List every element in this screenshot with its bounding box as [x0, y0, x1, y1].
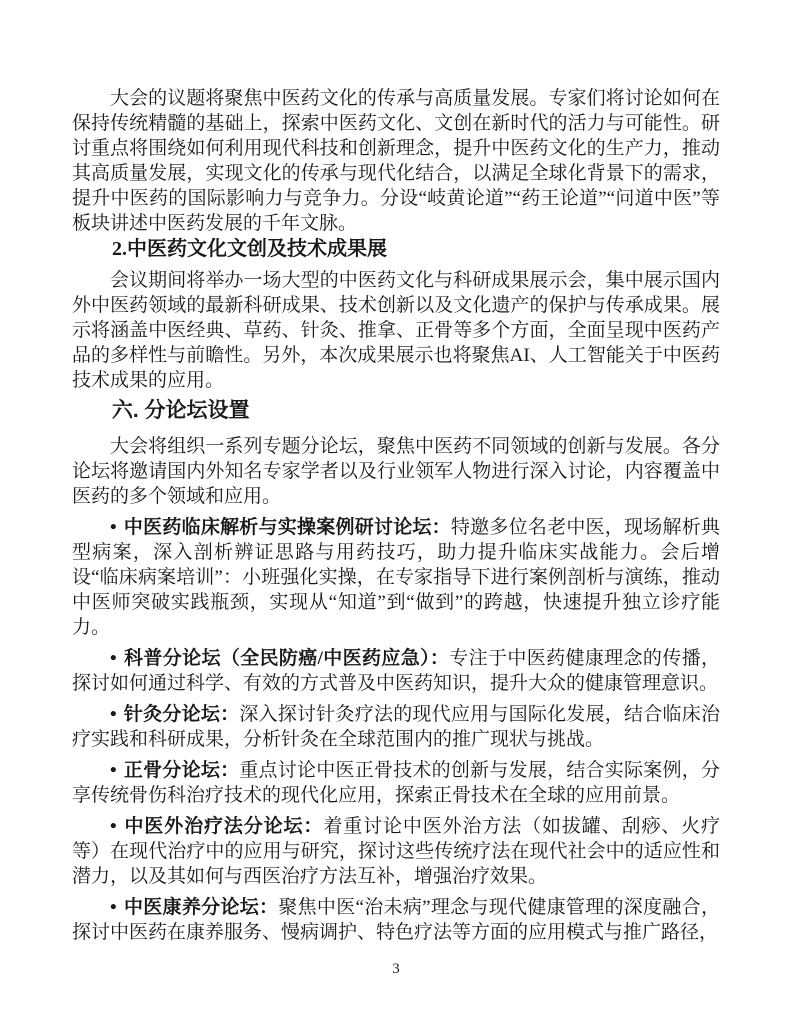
heading-subforum-setup: 六. 分论坛设置	[111, 399, 250, 422]
page-number: 3	[392, 961, 400, 977]
bullet-icon: •	[110, 897, 117, 918]
bullet-item-clinical-forum	[72, 515, 720, 640]
bullet-text: 聚焦中医“治未病”理念与现代健康管理的深度融合，探讨中医药在康养服务、慢病调护、特色疗法等方面的应用模式与推广路径，	[72, 897, 720, 943]
bullet-label: 正骨分论坛：	[123, 760, 240, 781]
bullet-label: 科普分论坛（全民防癌/中医药应急）：	[123, 648, 450, 669]
bullet-label: 中医药临床解析与实操案例研讨论坛：	[123, 517, 451, 538]
bullet-label: 中医康养分论坛：	[123, 897, 279, 918]
bullet-text: 重点讨论中医正骨技术的创新与发展，结合实际案例，分享传统骨伤科治疗技术的现代化应用，探索正骨技术在全球的应用前景。	[72, 760, 720, 806]
bullet-text: 深入探讨针灸疗法的现代应用与国际化发展，结合临床治疗实践和科研成果，分析针灸在全球范围内的推广现状与挑战。	[72, 704, 720, 750]
bullet-icon: •	[110, 760, 117, 781]
bullet-label: 中医外治疗法分论坛：	[123, 816, 324, 837]
paragraph-subforum-intro: 大会将组织一系列专题分论坛，聚焦中医药不同领域的创新与发展。各分论坛将邀请国内外知名专家学者以及行业领军人物进行深入讨论，内容覆盖中医药的多个领域和应用。	[72, 436, 720, 507]
bullet-item-acupuncture-forum	[72, 702, 720, 752]
bullet-icon: •	[110, 648, 117, 669]
heading-culture-achievement-expo: 2.中医药文化文创及技术成果展	[112, 238, 387, 260]
bullet-item-science-forum	[72, 646, 720, 696]
bullet-item-wellness-forum	[72, 895, 720, 945]
bullet-item-external-therapy-forum	[72, 814, 720, 889]
bullet-text: 着重讨论中医外治方法（如拔罐、刮痧、火疗等）在现代治疗中的应用与研究，探讨这些传统疗法在现代社会中的适应性和潜力，以及其如何与西医治疗方法互补，增强治疗效果。	[72, 816, 720, 887]
paragraph-congress-topics: 大会的议题将聚焦中医药文化的传承与高质量发展。专家们将讨论如何在保持传统精髓的基础上，探索中医药文化、文创在新时代的活力与可能性。研讨重点将围绕如何利用现代科技和创新理念，提升中医药文化的生产力，推动其高质量发展，实现文化的传承与现代化结合，以满足全球化背景下的需求，提升中医药的国际影响力与竞争力。分设“岐黄论道”“药王论道”“问道中医”等板块讲述中医药发展的千年文脉。	[72, 88, 720, 234]
bullet-item-bonesetting-forum	[72, 758, 720, 808]
bullet-icon: •	[110, 517, 117, 538]
bullet-text: 特邀多位名老中医，现场解析典型病案，深入剖析辨证思路与用药技巧，助力提升临床实战能力。会后增设“临床病案培训”：小班强化实操，在专家指导下进行案例剖析与演练，推动中医师突破实践瓶颈，实现从“知道”到“做到”的跨越，快速提升独立诊疗能力。	[72, 517, 720, 638]
bullet-icon: •	[110, 816, 117, 837]
paragraph-expo-description: 会议期间将举办一场大型的中医药文化与科研成果展示会，集中展示国内外中医药领域的最新科研成果、技术创新以及文化遗产的保护与传承成果。展示将涵盖中医经典、草药、针灸、推拿、正骨等多个方面，全面呈现中医药产品的多样性与前瞻性。另外，本次成果展示也将聚焦AI、人工智能关于中医药技术成果的应用。	[72, 270, 720, 391]
bullet-label: 针灸分论坛：	[123, 704, 240, 725]
bullet-icon: •	[110, 704, 117, 725]
bullet-text: 专注于中医药健康理念的传播，探讨如何通过科学、有效的方式普及中医药知识，提升大众的健康管理意识。	[72, 648, 720, 694]
